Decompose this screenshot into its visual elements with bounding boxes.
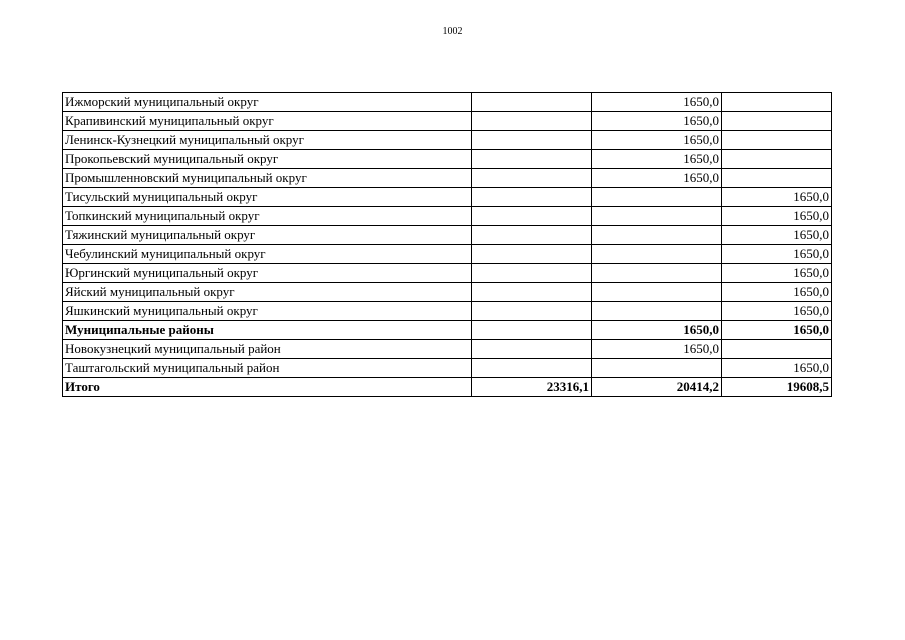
table-row <box>63 150 832 169</box>
page-number: 1002 <box>442 26 463 37</box>
value-cell-3: 1650,0 <box>722 226 832 245</box>
table-row <box>63 283 832 302</box>
value-cell-3: 1650,0 <box>722 245 832 264</box>
table-row <box>63 302 832 321</box>
table-row <box>63 226 832 245</box>
value-cell-2: 1650,0 <box>592 340 722 359</box>
table-row <box>63 93 832 112</box>
table-row <box>63 264 832 283</box>
value-cell-2: 1650,0 <box>592 112 722 131</box>
value-cell-1 <box>472 207 592 226</box>
value-cell-1 <box>472 340 592 359</box>
row-name-cell: Яшкинский муниципальный округ <box>63 302 472 321</box>
row-name-cell: Тисульский муниципальный округ <box>63 188 472 207</box>
row-name-cell: Новокузнецкий муниципальный район <box>63 340 472 359</box>
table-row <box>63 207 832 226</box>
value-cell-3: 1650,0 <box>722 188 832 207</box>
table-row <box>63 169 832 188</box>
table-row <box>63 245 832 264</box>
value-cell-2 <box>592 245 722 264</box>
table-row <box>63 131 832 150</box>
row-name-cell: Чебулинский муниципальный округ <box>63 245 472 264</box>
table-row <box>63 359 832 378</box>
row-name-cell: Промышленновский муниципальный округ <box>63 169 472 188</box>
value-cell-3: 1650,0 <box>722 283 832 302</box>
table-body <box>63 93 832 397</box>
value-cell-3: 1650,0 <box>722 302 832 321</box>
value-cell-3: 1650,0 <box>722 207 832 226</box>
value-cell-1 <box>472 131 592 150</box>
value-cell-3: 1650,0 <box>722 359 832 378</box>
value-cell-1 <box>472 93 592 112</box>
row-name-cell: Тяжинский муниципальный округ <box>63 226 472 245</box>
row-name-cell: Топкинский муниципальный округ <box>63 207 472 226</box>
table-row <box>63 112 832 131</box>
value-cell-1 <box>472 283 592 302</box>
value-cell-2 <box>592 207 722 226</box>
value-cell-3 <box>722 93 832 112</box>
value-cell-1 <box>472 302 592 321</box>
row-name-cell: Крапивинский муниципальный округ <box>63 112 472 131</box>
value-cell-3 <box>722 169 832 188</box>
value-cell-3 <box>722 112 832 131</box>
row-name-cell: Итого <box>63 378 472 397</box>
value-cell-2 <box>592 283 722 302</box>
value-cell-1 <box>472 245 592 264</box>
value-cell-1 <box>472 188 592 207</box>
table-row-total <box>63 378 832 397</box>
value-cell-3: 1650,0 <box>722 321 832 340</box>
value-cell-1 <box>472 321 592 340</box>
value-cell-3 <box>722 150 832 169</box>
value-cell-3: 19608,5 <box>722 378 832 397</box>
table-row <box>63 340 832 359</box>
value-cell-1: 23316,1 <box>472 378 592 397</box>
value-cell-2 <box>592 359 722 378</box>
value-cell-3: 1650,0 <box>722 264 832 283</box>
value-cell-3 <box>722 131 832 150</box>
value-cell-1 <box>472 264 592 283</box>
value-cell-1 <box>472 226 592 245</box>
value-cell-2 <box>592 264 722 283</box>
value-cell-3 <box>722 340 832 359</box>
row-name-cell: Юргинский муниципальный округ <box>63 264 472 283</box>
value-cell-1 <box>472 359 592 378</box>
data-table <box>62 92 832 397</box>
row-name-cell: Прокопьевский муниципальный округ <box>63 150 472 169</box>
value-cell-1 <box>472 112 592 131</box>
value-cell-1 <box>472 169 592 188</box>
value-cell-2: 1650,0 <box>592 93 722 112</box>
value-cell-2 <box>592 188 722 207</box>
row-name-cell: Муниципальные районы <box>63 321 472 340</box>
row-name-cell: Ижморский муниципальный округ <box>63 93 472 112</box>
row-name-cell: Яйский муниципальный округ <box>63 283 472 302</box>
value-cell-2: 20414,2 <box>592 378 722 397</box>
table-row-total <box>63 321 832 340</box>
row-name-cell: Таштагольский муниципальный район <box>63 359 472 378</box>
value-cell-2 <box>592 226 722 245</box>
value-cell-2: 1650,0 <box>592 321 722 340</box>
row-name-cell: Ленинск-Кузнецкий муниципальный округ <box>63 131 472 150</box>
value-cell-2: 1650,0 <box>592 169 722 188</box>
value-cell-2: 1650,0 <box>592 131 722 150</box>
table-row <box>63 188 832 207</box>
value-cell-1 <box>472 150 592 169</box>
value-cell-2: 1650,0 <box>592 150 722 169</box>
value-cell-2 <box>592 302 722 321</box>
